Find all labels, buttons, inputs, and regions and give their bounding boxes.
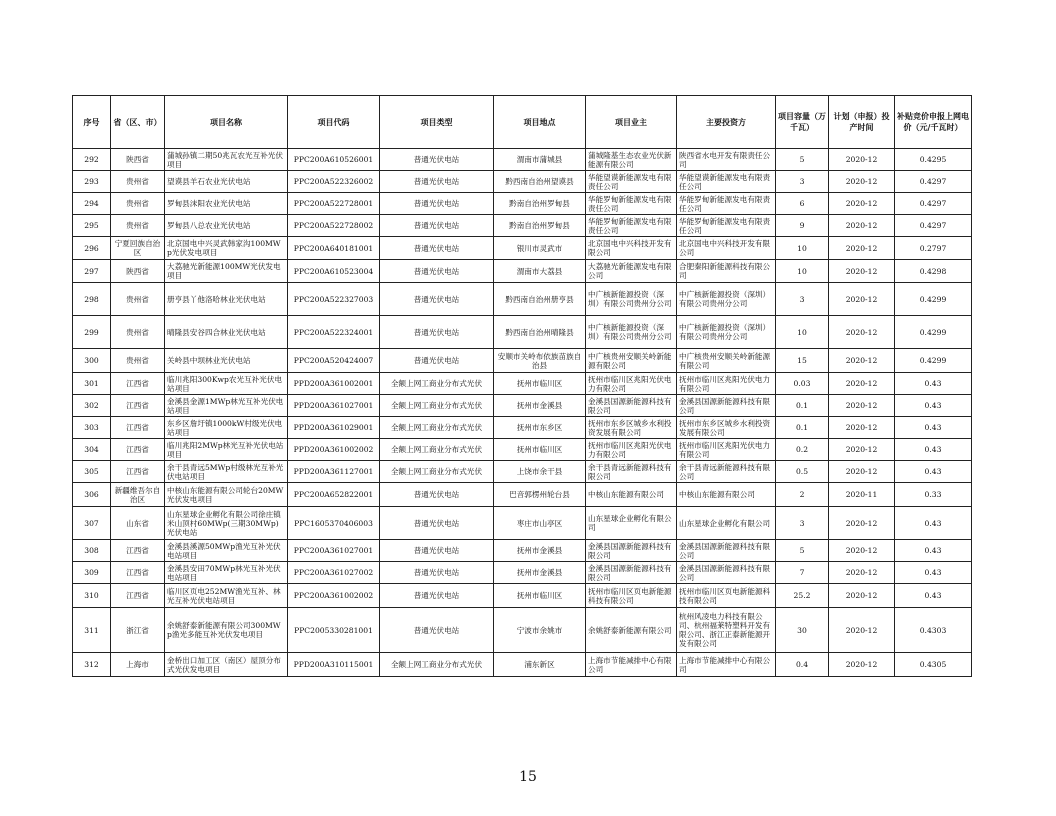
cell-owner: 抚州市临川区页电新能源科技有限公司 — [586, 584, 677, 608]
cell-location: 渭南市大荔县 — [494, 260, 586, 283]
cell-project-name: 蒲城孙镇二期50兆瓦农光互补光伏项目 — [165, 149, 288, 171]
project-table — [72, 95, 972, 677]
cell-project-code: PPC200A520424007 — [288, 349, 380, 373]
cell-project-name: 临川兆阳2MWp林光互补光伏电站项目 — [165, 439, 288, 461]
cell-province: 江西省 — [111, 584, 165, 608]
cell-project-name: 临川兆阳300Kwp农光互补光伏电站项目 — [165, 373, 288, 395]
cell-project-type: 普通光伏电站 — [380, 562, 494, 584]
table-row — [73, 417, 972, 439]
cell-seq: 307 — [73, 507, 111, 540]
cell-project-name: 关岭县中坝林业光伏电站 — [165, 349, 288, 373]
cell-project-type: 普通光伏电站 — [380, 349, 494, 373]
cell-price: 0.43 — [895, 417, 972, 439]
cell-project-name: 罗甸县八总农业光伏电站 — [165, 215, 288, 237]
cell-location: 浦东新区 — [494, 653, 586, 677]
cell-province: 贵州省 — [111, 215, 165, 237]
cell-province: 陕西省 — [111, 260, 165, 283]
cell-province: 贵州省 — [111, 349, 165, 373]
cell-province: 浙江省 — [111, 608, 165, 653]
cell-project-code: PPC200A522326002 — [288, 171, 380, 193]
header-col-capacity: 项目容量（万千瓦） — [776, 96, 829, 149]
cell-seq: 299 — [73, 316, 111, 349]
table-row — [73, 193, 972, 215]
cell-project-name: 东乡区詹圩镇1000kW村级光伏电站项目 — [165, 417, 288, 439]
cell-province: 贵州省 — [111, 283, 165, 316]
cell-seq: 304 — [73, 439, 111, 461]
cell-location: 抚州市金溪县 — [494, 540, 586, 562]
cell-project-code: PPD200A361127001 — [288, 461, 380, 483]
cell-investor: 陕西省水电开发有限责任公司 — [677, 149, 776, 171]
cell-capacity: 5 — [776, 149, 829, 171]
cell-owner: 金溪县国源新能源科技有限公司 — [586, 395, 677, 417]
cell-project-name: 临川区页电252MW渔光互补、林光互补光伏电站项目 — [165, 584, 288, 608]
cell-capacity: 9 — [776, 215, 829, 237]
cell-plan-time: 2020-12 — [829, 215, 895, 237]
cell-owner: 余干县青远新能源科技有限公司 — [586, 461, 677, 483]
cell-location: 银川市灵武市 — [494, 237, 586, 260]
cell-investor: 抚州市临川区兆阳光伏电力有限公司 — [677, 439, 776, 461]
cell-plan-time: 2020-12 — [829, 260, 895, 283]
cell-location: 巴音郭楞州轮台县 — [494, 483, 586, 507]
cell-capacity: 15 — [776, 349, 829, 373]
cell-province: 贵州省 — [111, 171, 165, 193]
cell-owner: 大荔驰光新能源发电有限公司 — [586, 260, 677, 283]
cell-location: 枣庄市山亭区 — [494, 507, 586, 540]
cell-owner: 金溪县国源新能源科技有限公司 — [586, 540, 677, 562]
cell-capacity: 0.2 — [776, 439, 829, 461]
cell-project-name: 金桥出口加工区（南区）屋顶分布式光伏发电项目 — [165, 653, 288, 677]
cell-project-name: 金溪县溪源50MWp渔光互补光伏电站项目 — [165, 540, 288, 562]
cell-investor: 上海市节能减排中心有限公司 — [677, 653, 776, 677]
cell-investor: 抚州市东乡区城乡水利投资发展有限公司 — [677, 417, 776, 439]
cell-province: 江西省 — [111, 540, 165, 562]
cell-location: 黔西南自治州望谟县 — [494, 171, 586, 193]
cell-owner: 北京国电中兴科技开发有限公司 — [586, 237, 677, 260]
table-row — [73, 439, 972, 461]
header-col-location: 项目地点 — [494, 96, 586, 149]
cell-project-code: PPD200A361029001 — [288, 417, 380, 439]
cell-seq: 302 — [73, 395, 111, 417]
cell-project-code: PPC200A522728002 — [288, 215, 380, 237]
cell-project-name: 金溪县金源1MWp林光互补光伏电站项目 — [165, 395, 288, 417]
cell-owner: 蒲城隆基生态农业光伏新能源有限公司 — [586, 149, 677, 171]
cell-project-name: 北京国电中兴灵武韩家沟100MWp光伏发电项目 — [165, 237, 288, 260]
cell-province: 江西省 — [111, 461, 165, 483]
cell-owner: 中广核新能源投资（深圳）有限公司贵州分公司 — [586, 316, 677, 349]
cell-seq: 298 — [73, 283, 111, 316]
cell-owner: 华能罗甸新能源发电有限责任公司 — [586, 215, 677, 237]
cell-seq: 306 — [73, 483, 111, 507]
cell-seq: 310 — [73, 584, 111, 608]
cell-project-name: 晴隆县安谷四合林业光伏电站 — [165, 316, 288, 349]
cell-province: 上海市 — [111, 653, 165, 677]
header-col-project-code: 项目代码 — [288, 96, 380, 149]
cell-owner: 余姚舒泰新能源有限公司 — [586, 608, 677, 653]
cell-project-type: 全额上网工商业分布式光伏 — [380, 439, 494, 461]
cell-project-name: 望谟县羊石农业光伏电站 — [165, 171, 288, 193]
cell-location: 渭南市蒲城县 — [494, 149, 586, 171]
cell-project-code: PPC200A522327003 — [288, 283, 380, 316]
cell-price: 0.4305 — [895, 653, 972, 677]
cell-plan-time: 2020-12 — [829, 395, 895, 417]
cell-project-type: 普通光伏电站 — [380, 171, 494, 193]
header-col-plan-time: 计划（申报）投产时间 — [829, 96, 895, 149]
cell-project-code: PPC200A361027001 — [288, 540, 380, 562]
header-col-province: 省（区、市） — [111, 96, 165, 149]
cell-price: 0.43 — [895, 540, 972, 562]
table-row — [73, 171, 972, 193]
cell-price: 0.43 — [895, 439, 972, 461]
cell-location: 抚州市金溪县 — [494, 395, 586, 417]
cell-plan-time: 2020-12 — [829, 584, 895, 608]
cell-investor: 山东星球企业孵化有限公司 — [677, 507, 776, 540]
cell-price: 0.4299 — [895, 316, 972, 349]
cell-plan-time: 2020-12 — [829, 149, 895, 171]
cell-price: 0.4298 — [895, 260, 972, 283]
cell-project-name: 册亨县丫他洛哈林业光伏电站 — [165, 283, 288, 316]
cell-owner: 抚州市东乡区城乡水利投资发展有限公司 — [586, 417, 677, 439]
cell-seq: 292 — [73, 149, 111, 171]
header-col-project-type: 项目类型 — [380, 96, 494, 149]
cell-location: 安顺市关岭布依族苗族自治县 — [494, 349, 586, 373]
cell-owner: 抚州市临川区兆阳光伏电力有限公司 — [586, 373, 677, 395]
cell-seq: 311 — [73, 608, 111, 653]
cell-plan-time: 2020-12 — [829, 417, 895, 439]
cell-project-name: 金溪县安田70MWp林光互补光伏电站项目 — [165, 562, 288, 584]
cell-project-code: PPC200A652822001 — [288, 483, 380, 507]
cell-plan-time: 2020-12 — [829, 507, 895, 540]
cell-investor: 余干县青远新能源科技有限公司 — [677, 461, 776, 483]
cell-seq: 312 — [73, 653, 111, 677]
table-row — [73, 584, 972, 608]
table-header-row — [73, 96, 972, 149]
cell-capacity: 0.1 — [776, 395, 829, 417]
cell-plan-time: 2020-12 — [829, 439, 895, 461]
cell-capacity: 25.2 — [776, 584, 829, 608]
cell-investor: 中广核新能源投资（深圳）有限公司贵州分公司 — [677, 316, 776, 349]
cell-project-code: PPC200A640181001 — [288, 237, 380, 260]
cell-capacity: 0.1 — [776, 417, 829, 439]
table-row — [73, 461, 972, 483]
cell-project-code: PPC200A361002002 — [288, 584, 380, 608]
cell-province: 江西省 — [111, 562, 165, 584]
cell-capacity: 10 — [776, 260, 829, 283]
cell-project-name: 罗甸县沫阳农业光伏电站 — [165, 193, 288, 215]
cell-plan-time: 2020-11 — [829, 483, 895, 507]
cell-price: 0.4297 — [895, 215, 972, 237]
cell-location: 抚州市临川区 — [494, 439, 586, 461]
cell-project-type: 普通光伏电站 — [380, 507, 494, 540]
cell-capacity: 0.03 — [776, 373, 829, 395]
cell-project-type: 普通光伏电站 — [380, 540, 494, 562]
table-row — [73, 237, 972, 260]
cell-province: 新疆维吾尔自治区 — [111, 483, 165, 507]
cell-project-code: PPC200A522728001 — [288, 193, 380, 215]
cell-seq: 303 — [73, 417, 111, 439]
cell-project-type: 全额上网工商业分布式光伏 — [380, 461, 494, 483]
cell-project-code: PPC2005330281001 — [288, 608, 380, 653]
cell-location: 黔南自治州罗甸县 — [494, 193, 586, 215]
cell-plan-time: 2020-12 — [829, 562, 895, 584]
table-row — [73, 373, 972, 395]
cell-project-type: 普通光伏电站 — [380, 483, 494, 507]
cell-project-code: PPD200A361002002 — [288, 439, 380, 461]
cell-investor: 杭州风凌电力科技有限公司、杭州福莱特塑料开发有限公司、浙江正泰新能源开发有限公司 — [677, 608, 776, 653]
cell-plan-time: 2020-12 — [829, 540, 895, 562]
cell-location: 上饶市余干县 — [494, 461, 586, 483]
cell-seq: 300 — [73, 349, 111, 373]
table-row — [73, 608, 972, 653]
table-row — [73, 562, 972, 584]
header-col-seq: 序号 — [73, 96, 111, 149]
cell-price: 0.43 — [895, 395, 972, 417]
cell-plan-time: 2020-12 — [829, 373, 895, 395]
cell-seq: 309 — [73, 562, 111, 584]
cell-capacity: 0.4 — [776, 653, 829, 677]
table-row — [73, 507, 972, 540]
cell-project-type: 全额上网工商业分布式光伏 — [380, 395, 494, 417]
cell-price: 0.4295 — [895, 149, 972, 171]
cell-plan-time: 2020-12 — [829, 653, 895, 677]
cell-project-code: PPC200A361027002 — [288, 562, 380, 584]
cell-capacity: 5 — [776, 540, 829, 562]
cell-project-name: 大荔驰光新能源100MW光伏发电项目 — [165, 260, 288, 283]
header-col-project-name: 项目名称 — [165, 96, 288, 149]
cell-project-code: PPD200A310115001 — [288, 653, 380, 677]
cell-capacity: 7 — [776, 562, 829, 584]
table-row — [73, 395, 972, 417]
cell-price: 0.4297 — [895, 171, 972, 193]
cell-location: 宁波市余姚市 — [494, 608, 586, 653]
cell-investor: 金溪县国源新能源科技有限公司 — [677, 540, 776, 562]
cell-location: 抚州市临川区 — [494, 373, 586, 395]
cell-seq: 296 — [73, 237, 111, 260]
cell-seq: 295 — [73, 215, 111, 237]
cell-owner: 山东星球企业孵化有限公司 — [586, 507, 677, 540]
cell-seq: 305 — [73, 461, 111, 483]
cell-investor: 中核山东能源有限公司 — [677, 483, 776, 507]
header-col-investor: 主要投资方 — [677, 96, 776, 149]
cell-owner: 中广核贵州安顺关岭新能源有限公司 — [586, 349, 677, 373]
cell-project-type: 普通光伏电站 — [380, 193, 494, 215]
cell-plan-time: 2020-12 — [829, 316, 895, 349]
cell-capacity: 3 — [776, 283, 829, 316]
cell-capacity: 10 — [776, 237, 829, 260]
cell-capacity: 2 — [776, 483, 829, 507]
cell-location: 抚州市临川区 — [494, 584, 586, 608]
cell-project-code: PPC1605370406003 — [288, 507, 380, 540]
cell-owner: 抚州市临川区兆阳光伏电力有限公司 — [586, 439, 677, 461]
cell-owner: 中核山东能源有限公司 — [586, 483, 677, 507]
cell-province: 贵州省 — [111, 316, 165, 349]
cell-seq: 301 — [73, 373, 111, 395]
cell-capacity: 0.5 — [776, 461, 829, 483]
cell-price: 0.43 — [895, 461, 972, 483]
table-row — [73, 260, 972, 283]
cell-plan-time: 2020-12 — [829, 349, 895, 373]
cell-investor: 华能罗甸新能源发电有限责任公司 — [677, 215, 776, 237]
table-row — [73, 653, 972, 677]
cell-project-type: 普通光伏电站 — [380, 149, 494, 171]
table-body — [73, 149, 972, 677]
cell-province: 山东省 — [111, 507, 165, 540]
cell-province: 江西省 — [111, 373, 165, 395]
cell-investor: 合肥秦阳新能源科技有限公司 — [677, 260, 776, 283]
cell-project-name: 余姚舒泰新能源有限公司300MWp渔光多能互补光伏发电项目 — [165, 608, 288, 653]
cell-plan-time: 2020-12 — [829, 237, 895, 260]
cell-capacity: 30 — [776, 608, 829, 653]
cell-plan-time: 2020-12 — [829, 461, 895, 483]
cell-location: 黔西南自治州晴隆县 — [494, 316, 586, 349]
cell-capacity: 3 — [776, 507, 829, 540]
table-row — [73, 283, 972, 316]
cell-project-code: PPC200A610526001 — [288, 149, 380, 171]
cell-project-type: 普通光伏电站 — [380, 584, 494, 608]
table-row — [73, 149, 972, 171]
table-row — [73, 540, 972, 562]
cell-project-code: PPC200A610523004 — [288, 260, 380, 283]
cell-investor: 华能罗甸新能源发电有限责任公司 — [677, 193, 776, 215]
cell-province: 陕西省 — [111, 149, 165, 171]
cell-project-type: 普通光伏电站 — [380, 316, 494, 349]
cell-province: 江西省 — [111, 439, 165, 461]
cell-price: 0.4299 — [895, 283, 972, 316]
cell-owner: 中广核新能源投资（深圳）有限公司贵州分公司 — [586, 283, 677, 316]
cell-project-code: PPD200A361027001 — [288, 395, 380, 417]
cell-province: 宁夏回族自治区 — [111, 237, 165, 260]
cell-project-type: 普通光伏电站 — [380, 237, 494, 260]
cell-project-type: 普通光伏电站 — [380, 283, 494, 316]
cell-province: 江西省 — [111, 395, 165, 417]
cell-project-type: 普通光伏电站 — [380, 215, 494, 237]
cell-location: 抚州市东乡区 — [494, 417, 586, 439]
cell-province: 江西省 — [111, 417, 165, 439]
cell-project-name: 余干县青远5MWp村级林光互补光伏电站项目 — [165, 461, 288, 483]
cell-project-name: 山东星球企业孵化有限公司徐庄镇米山顶村60MWp(三期30MWp)光伏电站 — [165, 507, 288, 540]
cell-plan-time: 2020-12 — [829, 193, 895, 215]
cell-investor: 中广核新能源投资（深圳）有限公司贵州分公司 — [677, 283, 776, 316]
cell-capacity: 3 — [776, 171, 829, 193]
cell-seq: 294 — [73, 193, 111, 215]
cell-project-name: 中核山东能源有限公司轮台20MW光伏发电项目 — [165, 483, 288, 507]
cell-location: 黔南自治州罗甸县 — [494, 215, 586, 237]
cell-project-type: 普通光伏电站 — [380, 260, 494, 283]
cell-price: 0.33 — [895, 483, 972, 507]
cell-price: 0.2797 — [895, 237, 972, 260]
cell-owner: 华能罗甸新能源发电有限责任公司 — [586, 193, 677, 215]
header-col-owner: 项目业主 — [586, 96, 677, 149]
cell-location: 黔西南自治州册亨县 — [494, 283, 586, 316]
table-row — [73, 483, 972, 507]
cell-project-type: 全额上网工商业分布式光伏 — [380, 417, 494, 439]
cell-price: 0.43 — [895, 584, 972, 608]
cell-price: 0.43 — [895, 373, 972, 395]
cell-project-code: PPD200A361002001 — [288, 373, 380, 395]
cell-investor: 华能望谟新能源发电有限责任公司 — [677, 171, 776, 193]
cell-capacity: 6 — [776, 193, 829, 215]
cell-owner: 上海市节能减排中心有限公司 — [586, 653, 677, 677]
cell-plan-time: 2020-12 — [829, 608, 895, 653]
page-number: 15 — [519, 769, 537, 785]
cell-plan-time: 2020-12 — [829, 171, 895, 193]
cell-owner: 金溪县国源新能源科技有限公司 — [586, 562, 677, 584]
cell-location: 抚州市金溪县 — [494, 562, 586, 584]
table-row — [73, 316, 972, 349]
cell-project-type: 全额上网工商业分布式光伏 — [380, 373, 494, 395]
cell-plan-time: 2020-12 — [829, 283, 895, 316]
cell-province: 贵州省 — [111, 193, 165, 215]
cell-seq: 297 — [73, 260, 111, 283]
table-row — [73, 349, 972, 373]
cell-investor: 抚州市临川区页电新能源科技有限公司 — [677, 584, 776, 608]
header-col-price: 补贴竞价申报上网电价（元/千瓦时） — [895, 96, 972, 149]
table-row — [73, 215, 972, 237]
cell-seq: 293 — [73, 171, 111, 193]
cell-owner: 华能望谟新能源发电有限责任公司 — [586, 171, 677, 193]
cell-capacity: 10 — [776, 316, 829, 349]
cell-price: 0.43 — [895, 507, 972, 540]
cell-investor: 金溪县国源新能源科技有限公司 — [677, 562, 776, 584]
cell-seq: 308 — [73, 540, 111, 562]
cell-project-code: PPC200A522324001 — [288, 316, 380, 349]
cell-investor: 抚州市临川区兆阳光伏电力有限公司 — [677, 373, 776, 395]
cell-price: 0.43 — [895, 562, 972, 584]
cell-investor: 金溪县国源新能源科技有限公司 — [677, 395, 776, 417]
cell-investor: 中广核贵州安顺关岭新能源有限公司 — [677, 349, 776, 373]
cell-project-type: 全额上网工商业分布式光伏 — [380, 653, 494, 677]
cell-investor: 北京国电中兴科技开发有限公司 — [677, 237, 776, 260]
cell-price: 0.4303 — [895, 608, 972, 653]
cell-project-type: 普通光伏电站 — [380, 608, 494, 653]
cell-price: 0.4297 — [895, 193, 972, 215]
cell-price: 0.4299 — [895, 349, 972, 373]
